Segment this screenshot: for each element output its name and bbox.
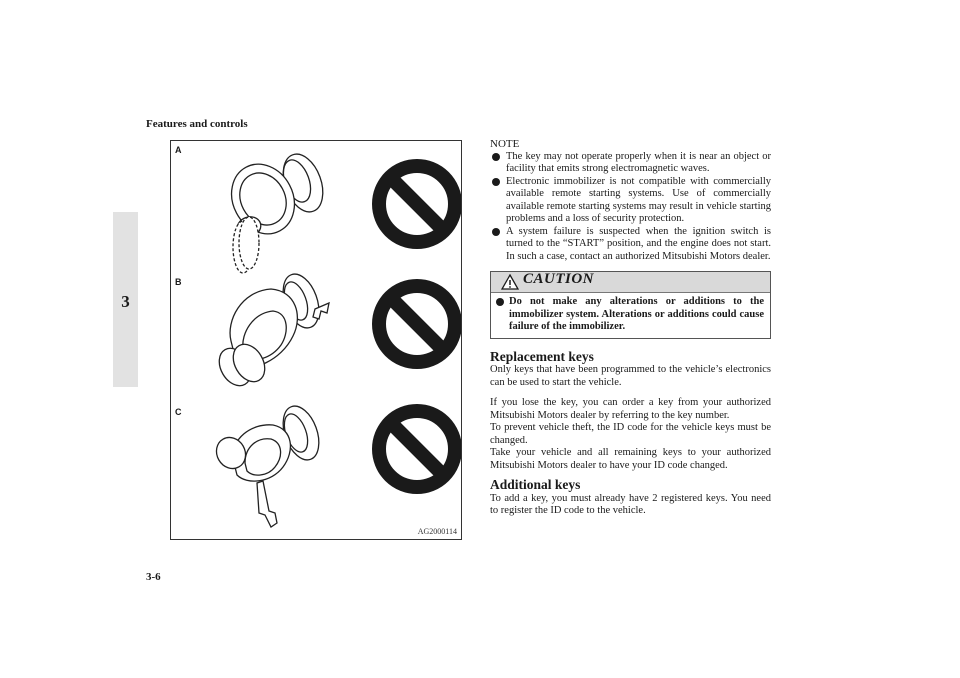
note-item: A system failure is suspected when the ignition switch is turned to the “START” position, and the engine does not start. In such a case, contact an authorized Mitsubishi Motors dealer. xyxy=(490,226,771,264)
caution-list xyxy=(491,293,770,338)
prohibition-slash-b xyxy=(390,297,444,351)
panel-label-b: B xyxy=(175,277,182,287)
note-heading: NOTE xyxy=(490,138,520,150)
replacement-keys-paragraph: Take your vehicle and all remaining keys to your authorized Mitsubishi Motors dealer to have your ID code changed. xyxy=(490,447,771,471)
caution-box xyxy=(490,271,771,339)
key-a-drawing xyxy=(220,149,331,273)
warning-triangle-icon xyxy=(501,274,519,290)
prohibition-signs xyxy=(379,166,455,487)
key-b-drawing xyxy=(213,269,329,391)
replacement-keys-paragraph: To prevent vehicle theft, the ID code for the vehicle keys must be changed. xyxy=(490,422,771,446)
bullet-icon xyxy=(492,153,500,161)
bullet-icon xyxy=(496,298,504,306)
prohibition-slash-a xyxy=(390,177,444,231)
caution-title: CAUTION xyxy=(523,271,595,287)
note-list xyxy=(490,151,771,264)
chapter-number: 3 xyxy=(121,292,130,311)
panel-label-c: C xyxy=(175,407,182,417)
key-c-drawing xyxy=(211,401,326,527)
key-illustration-drawing xyxy=(171,141,461,539)
replacement-keys-paragraph: Only keys that have been programmed to the vehicle’s electronics can be used to start the vehicle. xyxy=(490,364,771,388)
bullet-icon xyxy=(492,178,500,186)
additional-keys-heading: Additional keys xyxy=(490,477,581,492)
text-column xyxy=(490,138,771,518)
bullet-icon xyxy=(492,228,500,236)
note-item: The key may not operate properly when it is near an object or facility that emits strong electromagnetic waves. xyxy=(490,151,771,176)
replacement-keys-paragraph: If you lose the key, you can order a key from your authorized Mitsubishi Motors dealer by referring to the key number. xyxy=(490,397,771,421)
section-title: Features and controls xyxy=(146,118,248,130)
caution-item: Do not make any alterations or additions to the immobilizer system. Alterations or additions could cause failure of the immobilizer. xyxy=(491,296,764,334)
page-number: 3-6 xyxy=(146,571,161,583)
panel-label-a: A xyxy=(175,145,182,155)
key-illustration xyxy=(170,140,462,540)
replacement-keys-heading: Replacement keys xyxy=(490,348,594,364)
prohibition-slash-c xyxy=(390,422,444,476)
caution-header xyxy=(491,272,770,293)
additional-keys-paragraph: To add a key, you must already have 2 registered keys. You need to register the ID code to the vehicle. xyxy=(490,492,771,516)
image-code: AG2000114 xyxy=(417,527,457,536)
note-item: Electronic immobilizer is not compatible with commercially available remote starting systems. Use of commercially available remote starting systems may result in vehicle starting problems and a loss of security protection. xyxy=(490,176,771,226)
